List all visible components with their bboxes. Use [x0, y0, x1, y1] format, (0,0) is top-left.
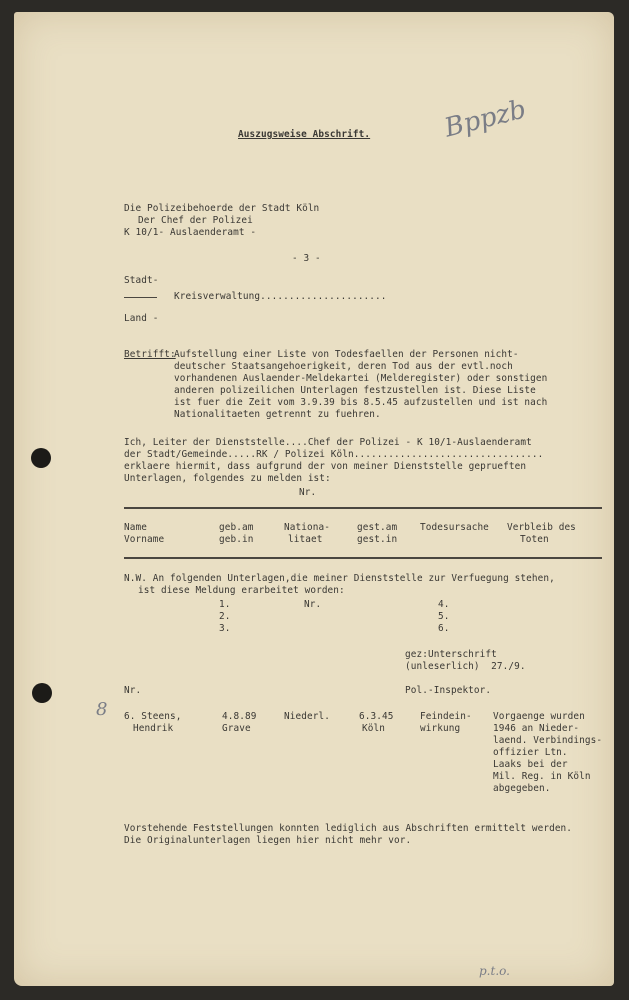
- entry-born-date: 4.8.89: [222, 711, 257, 722]
- entry-died-date: 6.3.45: [359, 711, 394, 722]
- entry-remains-1: Vorgaenge wurden: [493, 711, 585, 722]
- entry-born-place: Grave: [222, 723, 251, 734]
- col-name-label: Name: [124, 522, 147, 533]
- signature-rank: Pol.-Inspektor.: [405, 685, 492, 696]
- col-nationa-label: Nationa-: [284, 522, 330, 533]
- col-litaet-label: litaet: [288, 534, 323, 545]
- signature-nr: Nr.: [124, 685, 142, 696]
- entry-cause-2: wirkung: [420, 723, 461, 734]
- sender-line-2: Der Chef der Polizei: [138, 215, 253, 226]
- entry-remains-5: Laaks bei der: [493, 759, 568, 770]
- source-nr: Nr.: [304, 599, 322, 610]
- footer-line-2: Die Originalunterlagen liegen hier nicht mehr vor.: [124, 835, 412, 846]
- entry-name: 6. Steens,: [124, 711, 182, 722]
- document-title: Auszugsweise Abschrift.: [238, 129, 371, 140]
- source-item-5: 5.: [438, 611, 450, 622]
- handwritten-annotation: Bppzb: [441, 94, 530, 144]
- note-line-2: ist diese Meldung erarbeitet worden:: [138, 585, 345, 596]
- pto-mark: p.t.o.: [479, 964, 510, 978]
- entry-died-place: Köln: [362, 723, 385, 734]
- kreisverwaltung-label: Kreisverwaltung......................: [174, 291, 387, 302]
- entry-remains-2: 1946 an Nieder-: [493, 723, 580, 734]
- col-gebin-label: geb.in: [219, 534, 254, 545]
- declaration-line-3: erklaere hiermit, dass aufgrund der von meiner Dienststelle geprueften: [124, 461, 527, 472]
- source-item-2: 2.: [219, 611, 231, 622]
- source-item-6: 6.: [438, 623, 450, 634]
- table-header-rule: [124, 557, 602, 559]
- source-item-1: 1.: [219, 599, 231, 610]
- entry-remains-3: laend. Verbindings-: [493, 735, 603, 746]
- stadt-label: Stadt-: [124, 275, 159, 286]
- betrifft-line-5: ist fuer die Zeit vom 3.9.39 bis 8.5.45 aufzustellen und ist nach: [174, 397, 548, 408]
- entry-firstname: Hendrik: [133, 723, 174, 734]
- betrifft-line-1: Aufstellung einer Liste von Todesfaellen der Personen nicht-: [174, 349, 519, 360]
- sender-line-1: Die Polizeibehoerde der Stadt Köln: [124, 203, 320, 214]
- betrifft-line-2: deutscher Staatsangehoerigkeit, deren Tod aus der evtl.noch: [174, 361, 513, 372]
- entry-cause-1: Feindein-: [420, 711, 472, 722]
- betrifft-label: Betrifft:: [124, 349, 176, 360]
- punch-hole-bottom: [32, 683, 52, 703]
- entry-remains-4: offizier Ltn.: [493, 747, 568, 758]
- entry-remains-7: abgegeben.: [493, 783, 551, 794]
- table-top-rule: [124, 507, 602, 509]
- col-gestam-label: gest.am: [357, 522, 398, 533]
- entry-remains-6: Mil. Reg. in Köln: [493, 771, 591, 782]
- source-item-4: 4.: [438, 599, 450, 610]
- col-gebam-label: geb.am: [219, 522, 254, 533]
- betrifft-line-4: anderen polizeilichen Unterlagen festzustellen ist. Diese Liste: [174, 385, 536, 396]
- betrifft-line-3: vorhandenen Auslaender-Meldekartei (Melderegister) oder sonstigen: [174, 373, 548, 384]
- note-line-1: N.W. An folgenden Unterlagen,die meiner Dienststelle zur Verfuegung stehen,: [124, 573, 555, 584]
- betrifft-line-6: Nationalitaeten getrennt zu fuehren.: [174, 409, 381, 420]
- col-toten-label: Toten: [520, 534, 549, 545]
- land-label: Land -: [124, 313, 159, 324]
- col-vorname-label: Vorname: [124, 534, 165, 545]
- col-gestin-label: gest.in: [357, 534, 398, 545]
- source-item-3: 3.: [219, 623, 231, 634]
- footer-line-1: Vorstehende Feststellungen konnten lediglich aus Abschriften ermittelt werden.: [124, 823, 573, 834]
- declaration-line-2: der Stadt/Gemeinde.....RK / Polizei Köln.................................: [124, 449, 544, 460]
- entry-nationality: Niederl.: [284, 711, 330, 722]
- signature-date: (unleserlich) 27./9.: [405, 661, 526, 672]
- col-verbleib-label: Verbleib des: [507, 522, 576, 533]
- declaration-nr: Nr.: [299, 487, 317, 498]
- col-todesursache-label: Todesursache: [420, 522, 489, 533]
- stadt-underline: [124, 297, 157, 298]
- declaration-line-1: Ich, Leiter der Dienststelle....Chef der Polizei - K 10/1-Auslaenderamt: [124, 437, 532, 448]
- signature-line: gez:Unterschrift: [405, 649, 497, 660]
- handwritten-entry-number: 8: [96, 699, 108, 720]
- page-marker: - 3 -: [292, 253, 321, 264]
- sender-line-3: K 10/1- Auslaenderamt -: [124, 227, 257, 238]
- declaration-line-4: Unterlagen, folgendes zu melden ist:: [124, 473, 331, 484]
- punch-hole-top: [31, 448, 51, 468]
